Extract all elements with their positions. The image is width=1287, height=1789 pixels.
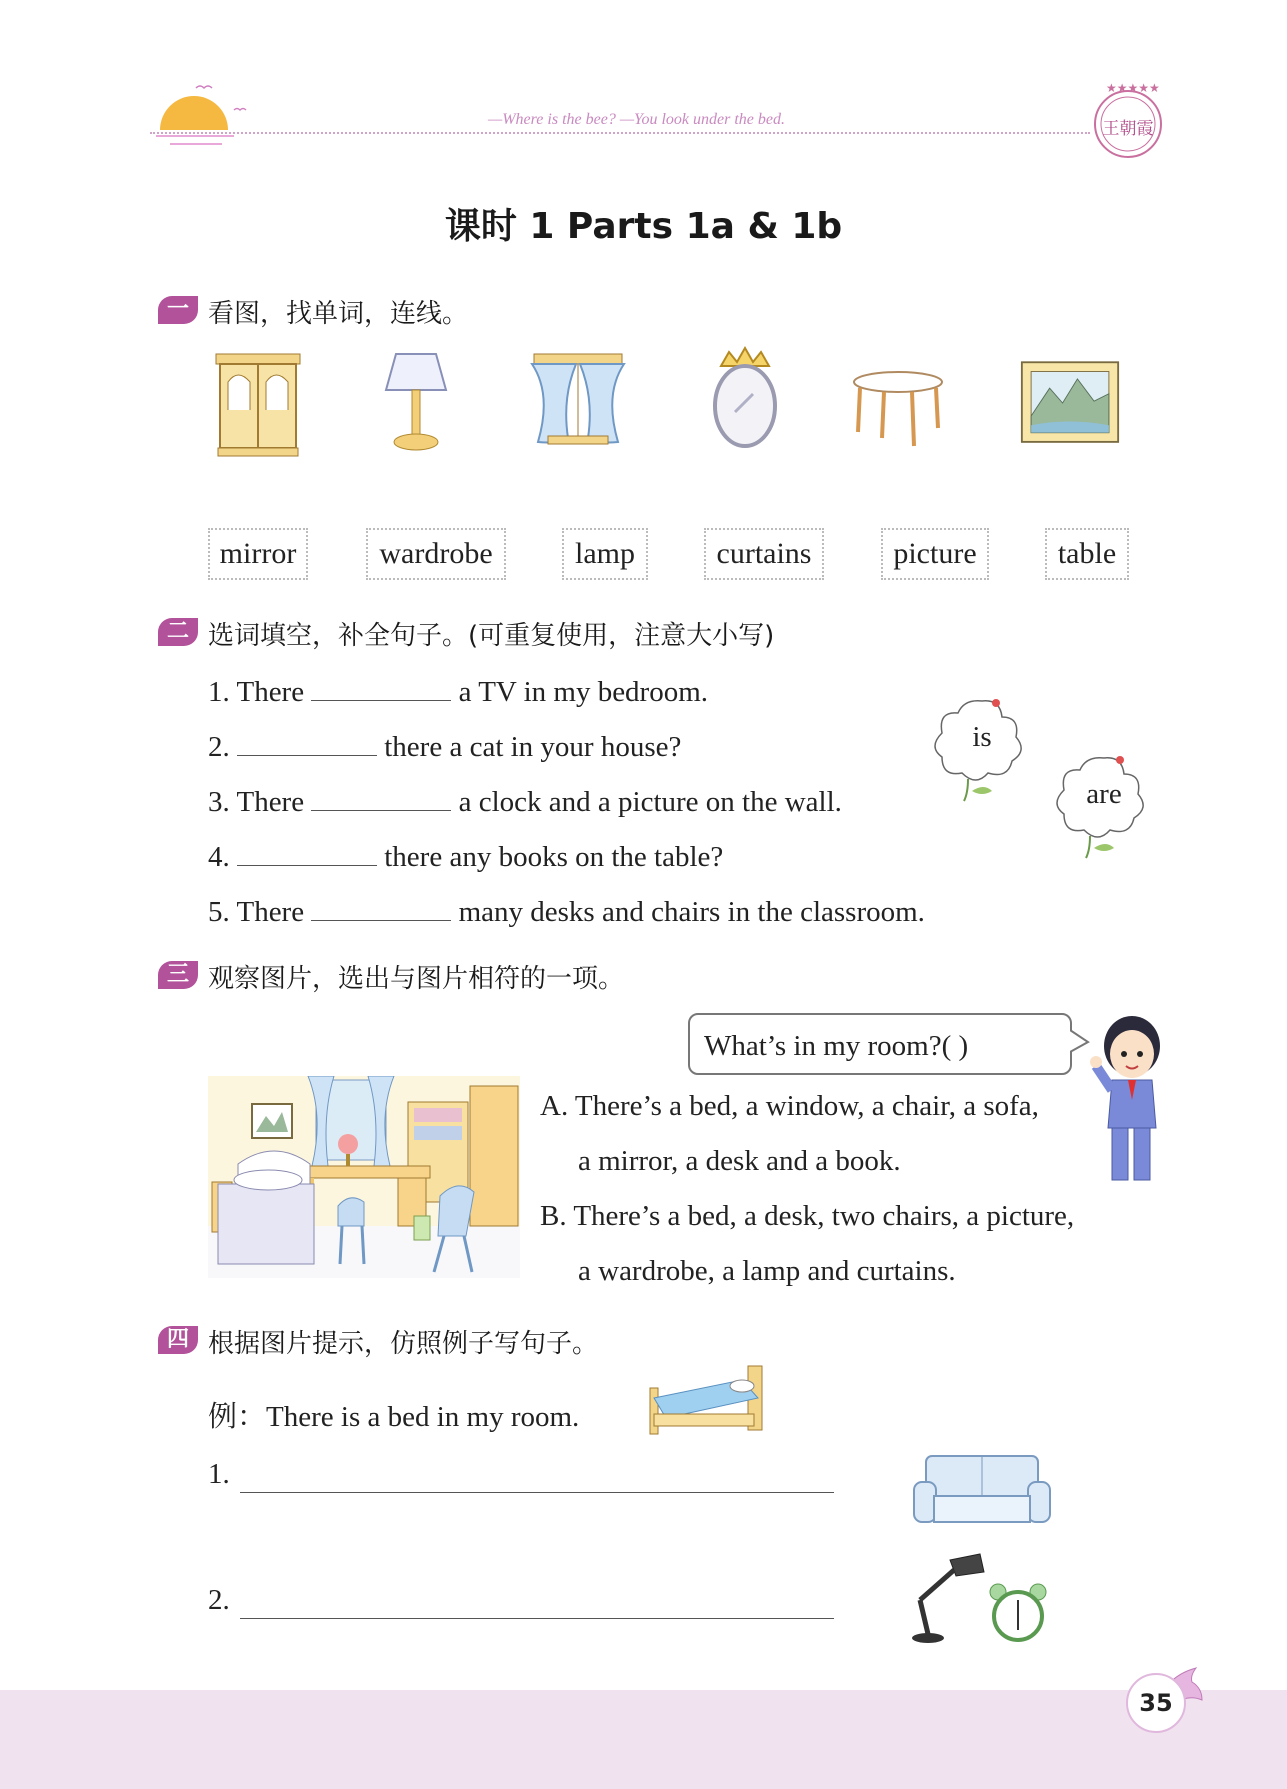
- svg-text:★★★★★: ★★★★★: [1106, 81, 1160, 95]
- sentence-3-start: 3. There: [208, 786, 305, 818]
- sentence-4-start: 4.: [208, 841, 230, 873]
- boy-icon: [1090, 1010, 1170, 1190]
- example-text: There is a bed in my room.: [266, 1401, 580, 1433]
- sentence-2-end: there a cat in your house?: [384, 731, 682, 763]
- section-4-number: 四: [158, 1326, 198, 1354]
- sentence-3-blank[interactable]: [311, 780, 451, 811]
- sentence-4-blank[interactable]: [237, 835, 377, 866]
- word-card-picture[interactable]: picture: [881, 528, 989, 580]
- section-1-title: 看图，找单词，连线。: [208, 299, 469, 329]
- word-card-mirror[interactable]: mirror: [208, 528, 308, 580]
- sentence-1: [208, 670, 708, 709]
- option-b-line-1[interactable]: B. There’s a bed, a desk, two chairs, a picture,: [540, 1200, 1075, 1232]
- picture-icon: [1020, 348, 1120, 458]
- answer-2-number: 2.: [208, 1584, 230, 1616]
- clock-icon: [984, 1582, 1052, 1646]
- seal-text: 王朝霞: [1102, 119, 1154, 139]
- word-card-lamp[interactable]: lamp: [562, 528, 648, 580]
- publisher-seal: [1088, 78, 1168, 162]
- sentence-4: [208, 835, 723, 874]
- sentence-2: [208, 725, 681, 764]
- sentence-4-end: there any books on the table?: [384, 841, 724, 873]
- option-a-line-1[interactable]: A. There’s a bed, a window, a chair, a sofa,: [540, 1090, 1039, 1122]
- bed-icon: [646, 1358, 766, 1438]
- example-label: 例：: [208, 1401, 267, 1433]
- sentence-2-start: 2.: [208, 731, 230, 763]
- sentence-3-end: a clock and a picture on the wall.: [458, 786, 842, 818]
- flower-is: [932, 695, 1032, 805]
- curtains-icon: [518, 350, 638, 460]
- flower-word-is: is: [972, 721, 992, 753]
- section-3-number: 三: [158, 961, 198, 989]
- section-4-title: 根据图片提示，仿照例子写句子。: [208, 1329, 599, 1359]
- option-b-line-2: a wardrobe, a lamp and curtains.: [578, 1255, 956, 1287]
- header-rule: [150, 132, 1090, 134]
- sentence-3: [208, 780, 842, 819]
- answer-2-line[interactable]: [240, 1618, 834, 1619]
- page-number: 35: [1126, 1673, 1186, 1733]
- answer-1-number: 1.: [208, 1458, 230, 1490]
- sentence-2-blank[interactable]: [237, 725, 377, 756]
- question-bubble: What’s in my room?( ): [688, 1013, 1072, 1075]
- flower-word-are: are: [1086, 778, 1122, 810]
- wardrobe-icon: [208, 350, 308, 460]
- sentence-1-end: a TV in my bedroom.: [458, 676, 709, 708]
- sentence-1-blank[interactable]: [311, 670, 451, 701]
- section-2-title: 选词填空，补全句子。(可重复使用，注意大小写): [208, 621, 775, 651]
- lesson-title: 课时 1 Parts 1a & 1b: [444, 206, 843, 247]
- mirror-icon: [695, 346, 795, 456]
- sentence-1-start: 1. There: [208, 676, 305, 708]
- section-1-number: 一: [158, 296, 198, 324]
- word-card-curtains[interactable]: curtains: [704, 528, 824, 580]
- word-card-wardrobe[interactable]: wardrobe: [366, 528, 506, 580]
- sentence-5: [208, 890, 925, 929]
- sentence-5-start: 5. There: [208, 896, 305, 928]
- section-2-number: 二: [158, 618, 198, 646]
- option-a-line-2: a mirror, a desk and a book.: [578, 1145, 901, 1177]
- flower-are: [1054, 752, 1154, 862]
- sofa-icon: [912, 1452, 1052, 1532]
- sun-logo-icon: [150, 78, 250, 158]
- footer-band: [0, 1690, 1287, 1789]
- example-sentence: [208, 1394, 579, 1435]
- word-card-table[interactable]: table: [1045, 528, 1129, 580]
- desk-lamp-icon: [904, 1550, 988, 1646]
- table-icon: [848, 356, 948, 466]
- running-title: —Where is the bee? —You look under the bed.: [488, 111, 785, 128]
- section-3-title: 观察图片，选出与图片相符的一项。: [208, 964, 625, 994]
- bedroom-illustration: [208, 1076, 520, 1278]
- sentence-5-end: many desks and chairs in the classroom.: [458, 896, 925, 928]
- lamp-icon: [366, 346, 466, 456]
- sentence-5-blank[interactable]: [311, 890, 451, 921]
- answer-1-line[interactable]: [240, 1492, 834, 1493]
- bubble-tail: [1070, 1030, 1090, 1060]
